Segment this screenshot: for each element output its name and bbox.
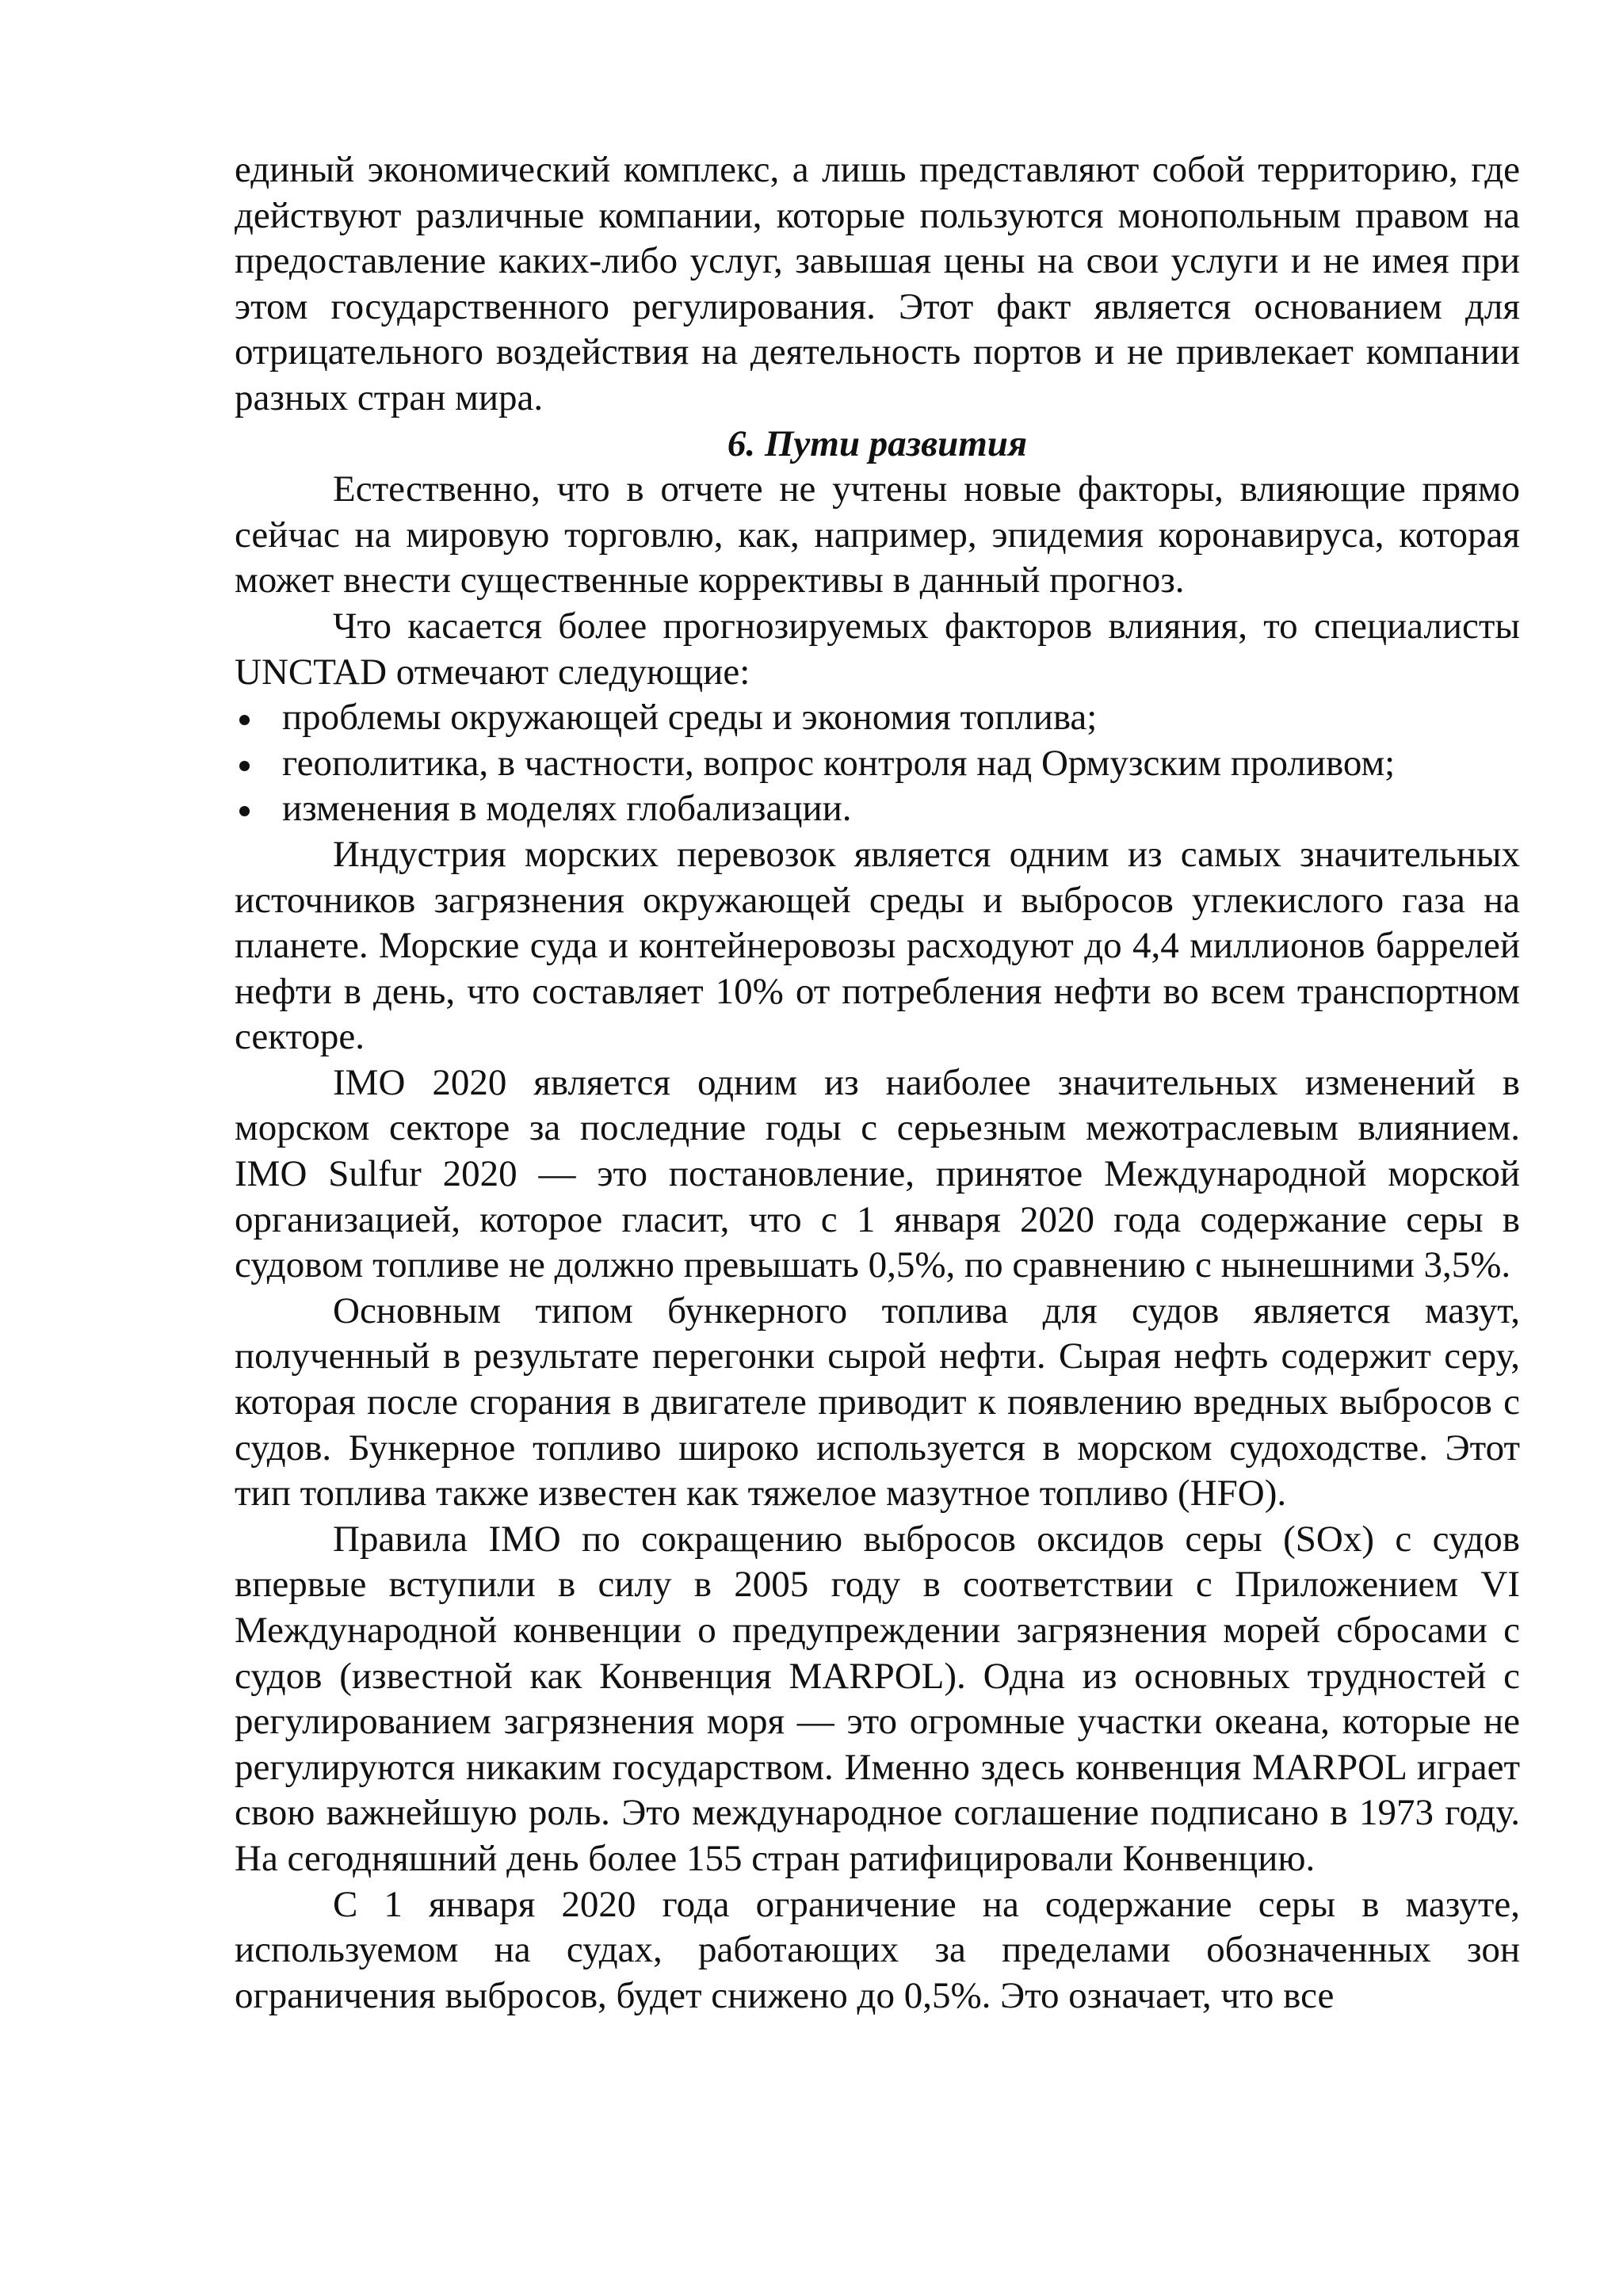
factors-list (235, 695, 1520, 832)
list-item-text: проблемы окружающей среды и экономия топлива; (282, 697, 1098, 739)
paragraph-bunker-fuel: Основным типом бункерного топлива для судов является мазут, полученный в результате перегонки сырой нефти. Сырая нефть содержит серу, которая после сгорания в двигателе приводит к появлению вредных выбросов с судов. Бункерное топливо широко используется в морском судоходстве. Этот тип топлива также известен как тяжелое мазутное топливо (HFO). (235, 1289, 1520, 1515)
paragraph-shipping-pollution: Индустрия морских перевозок является одним из самых значительных источников загрязнения окружающей среды и выбросов углекислого газа на планете. Морские суда и контейнеровозы расходуют до 4,4 миллионов баррелей нефти в день, что составляет 10% от потребления нефти во всем транспортном секторе. (235, 833, 1520, 1058)
list-item-text: изменения в моделях глобализации. (282, 788, 852, 830)
list-item (235, 786, 1520, 832)
list-item (235, 741, 1520, 787)
paragraph-continuation: единый экономический комплекс, а лишь представляют собой территорию, где действуют различные компании, которые пользуются монопольным правом на предоставление каких-либо услуг, завышая цены на свои услуги и не имея при этом государственного регулирования. Этот факт является основанием для отрицательного воздействия на деятельность портов и не привлекает компании разных стран мира. (235, 149, 1520, 418)
document-body (235, 147, 1520, 2019)
paragraph-sulfur-limit: С 1 января 2020 года ограничение на содержание серы в мазуте, используемом на судах, работающих за пределами обозначенных зон ограничения выбросов, будет снижено до 0,5%. Это означает, что все (235, 1883, 1520, 2016)
paragraph-unctad-factors-intro: Что касается более прогнозируемых факторов влияния, то специалисты UNCTAD отмечают следующие: (235, 605, 1520, 693)
list-item (235, 695, 1520, 741)
paragraph-imo-2020: IMO 2020 является одним из наиболее значительных изменений в морском секторе за последние годы с серьезным межотраслевым влиянием. IMO Sulfur 2020 — это постановление, принятое Международной морской организацией, которое гласит, что с 1 января 2020 года содержание серы в судовом топливе не должно превышать 0,5%, по сравнению с нынешними 3,5%. (235, 1061, 1520, 1286)
bullet-icon (239, 761, 250, 771)
paragraph-marpol: Правила IMO по сокращению выбросов оксидов серы (SOx) с судов впервые вступили в силу в 2005 году в соответствии с Приложением VI Международной конвенции о предупреждении загрязнения морей сбросами с судов (известной как Конвенция MARPOL). Одна из основных трудностей с регулированием загрязнения моря — это огромные участки океана, которые не регулируются никаким государством. Именно здесь конвенция MARPOL играет свою важнейшую роль. Это международное соглашение подписано в 1973 году. На сегодняшний день более 155 стран ратифицировали Конвенцию. (235, 1518, 1520, 1879)
section-heading: 6. Пути развития (727, 422, 1028, 464)
list-item-text: геополитика, в частности, вопрос контроля над Ормузским проливом; (282, 742, 1396, 784)
paragraph-unctad-report-note: Естественно, что в отчете не учтены новые факторы, влияющие прямо сейчас на мировую торговлю, как, например, эпидемия коронавируса, которая может внести существенные коррективы в данный прогноз. (235, 468, 1520, 602)
bullet-icon (239, 715, 250, 725)
bullet-icon (239, 806, 250, 816)
